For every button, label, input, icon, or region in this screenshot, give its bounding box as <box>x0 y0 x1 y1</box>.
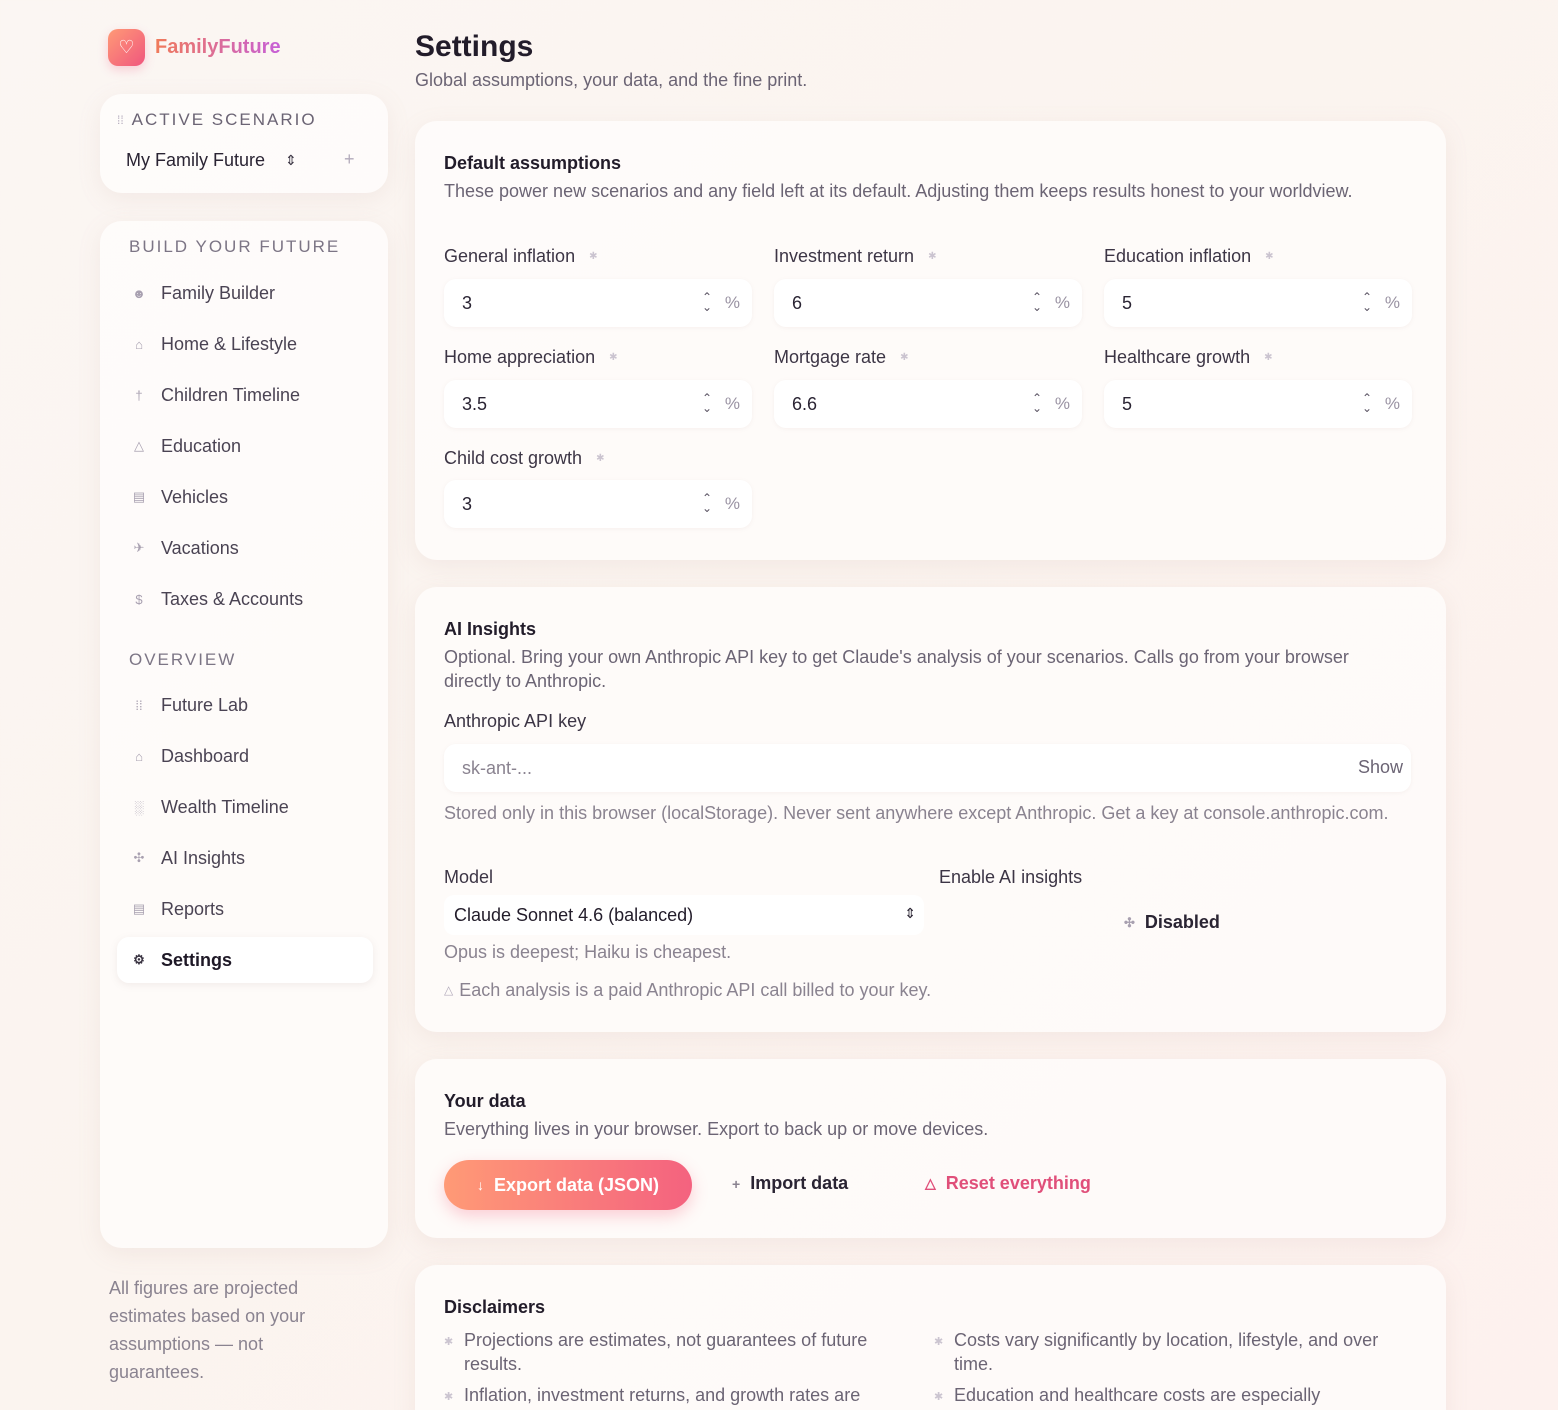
field-label-home-appreciation <box>444 347 617 368</box>
healthcare-growth-input[interactable] <box>1104 380 1412 428</box>
your-data-card <box>415 1059 1446 1238</box>
house-icon: ⌂ <box>135 748 143 764</box>
disclaimer-item <box>444 1328 914 1376</box>
info-icon[interactable]: ✱ <box>609 352 618 363</box>
reset-everything-button[interactable] <box>925 1173 1091 1194</box>
toggle-state-label: Disabled <box>1144 912 1220 932</box>
page-subtitle: Global assumptions, your data, and the fine print. <box>415 70 808 90</box>
sidebar-item-wealth-timeline[interactable] <box>117 784 373 830</box>
section-description: Optional. Bring your own Anthropic API key to get Claude's analysis of your scenarios. Calls go from your browser directly to Anthropic. <box>444 647 1349 691</box>
unit-label: % <box>1054 293 1070 312</box>
heart-icon: ♡ <box>108 29 145 66</box>
field-label-text: Investment return <box>774 246 915 266</box>
cost-warning-text: Each analysis is a paid Anthropic API call billed to your key. <box>459 980 932 1000</box>
field-label-education-inflation <box>1104 246 1274 267</box>
page-title: Settings <box>415 30 534 63</box>
input-value: 3 <box>462 493 473 514</box>
field-label-text: Model <box>444 867 494 887</box>
sparkle-icon: ✱ <box>934 1336 944 1348</box>
sidebar-item-label: Education <box>161 435 242 456</box>
scenario-label-text: ACTIVE SCENARIO <box>131 110 317 129</box>
field-label-healthcare-growth <box>1104 347 1272 368</box>
field-label-text: Education inflation <box>1104 246 1252 266</box>
field-label-mortgage-rate <box>774 347 908 368</box>
stepper-icon[interactable]: ⌃ ⌄ <box>1361 290 1372 314</box>
home-appreciation-input[interactable] <box>444 380 752 428</box>
sidebar-item-label: Taxes & Accounts <box>161 588 304 609</box>
disclaimer-text: Costs vary significantly by location, lifestyle, and over time. <box>954 1330 1379 1374</box>
plane-icon: ✈ <box>133 540 145 555</box>
unit-label: % <box>724 394 740 413</box>
unit-label: % <box>724 494 740 513</box>
mortgage-rate-input[interactable] <box>774 380 1082 428</box>
document-icon: ▤ <box>132 901 146 916</box>
chevron-updown-icon: ⇕ <box>285 152 297 168</box>
scenario-card <box>100 94 388 193</box>
field-label-general-inflation <box>444 246 597 267</box>
unit-label: % <box>1384 394 1400 413</box>
dollar-icon: $ <box>135 591 143 607</box>
warning-icon: △ <box>925 1175 936 1191</box>
sidebar-item-vehicles[interactable] <box>117 474 373 520</box>
sidebar-item-ai-insights[interactable] <box>117 835 373 881</box>
section-title: Default assumptions <box>444 153 622 173</box>
gear-icon: ⚙ <box>133 952 145 967</box>
unit-label: % <box>724 293 740 312</box>
api-key-note: Stored only in this browser (localStorage). Never sent anywhere except Anthropic. Get a key at console.anthropic.com. <box>444 803 1389 823</box>
scenario-select[interactable] <box>126 150 297 171</box>
field-label-text: General inflation <box>444 246 576 266</box>
people-icon: ☻ <box>132 285 146 301</box>
input-value: 6.6 <box>792 393 818 414</box>
sidebar-item-taxes-accounts[interactable] <box>117 576 373 622</box>
graduation-cap-icon: △ <box>134 438 144 453</box>
stepper-icon[interactable]: ⌃ ⌄ <box>701 391 712 415</box>
sidebar-item-settings[interactable] <box>117 937 373 983</box>
sidebar-item-label: Family Builder <box>161 282 276 303</box>
sidebar-item-label: AI Insights <box>161 847 246 868</box>
show-key-button[interactable]: Show <box>1357 757 1403 777</box>
model-hint: Opus is deepest; Haiku is cheapest. <box>444 942 732 962</box>
sidebar-item-label: Children Timeline <box>161 384 301 405</box>
sidebar-item-label: Dashboard <box>161 745 250 766</box>
sidebar-item-future-lab[interactable] <box>117 682 373 728</box>
sidebar-item-label: Home & Lifestyle <box>161 333 298 354</box>
info-icon[interactable]: ✱ <box>596 453 605 464</box>
section-description: These power new scenarios and any field left at its default. Adjusting them keeps results honest to your worldview. <box>444 181 1353 201</box>
investment-return-input[interactable] <box>774 279 1082 327</box>
sidebar-item-education[interactable] <box>117 423 373 469</box>
field-label-text: Anthropic API key <box>444 711 587 731</box>
disclaimer-text: Inflation, investment returns, and growth rates are <box>464 1385 861 1405</box>
button-label: Export data (JSON) <box>493 1174 660 1195</box>
input-value: 3 <box>462 292 473 313</box>
field-label-text: Child cost growth <box>444 448 583 468</box>
input-value: 3.5 <box>462 393 488 414</box>
warning-icon: △ <box>444 983 454 997</box>
disclaimer-item <box>934 1383 1404 1407</box>
field-label-child-cost-growth <box>444 448 604 469</box>
stepper-icon[interactable]: ⌃ ⌄ <box>1031 290 1042 314</box>
sidebar-item-label: Reports <box>161 898 225 919</box>
sidebar-item-children-timeline[interactable] <box>117 372 373 418</box>
section-title: Your data <box>444 1091 526 1111</box>
field-label-investment-return <box>774 246 936 267</box>
info-icon[interactable]: ✱ <box>589 251 598 262</box>
sidebar-disclaimer-note: All figures are projected estimates based on your assumptions — not guarantees. <box>109 1278 306 1382</box>
input-value: 6 <box>792 292 803 313</box>
brand[interactable] <box>108 29 281 66</box>
stepper-icon[interactable]: ⌃ ⌄ <box>1361 391 1372 415</box>
plus-icon: + <box>732 1175 741 1192</box>
education-inflation-input[interactable] <box>1104 279 1412 327</box>
model-label <box>444 867 493 888</box>
sliders-icon: ⁞⁞ <box>117 113 124 127</box>
stepper-icon[interactable]: ⌃ ⌄ <box>701 491 712 515</box>
sidebar-item-reports[interactable] <box>117 886 373 932</box>
stepper-icon[interactable]: ⌃ ⌄ <box>701 290 712 314</box>
field-label-text: Healthcare growth <box>1104 347 1251 367</box>
default-assumptions-card <box>415 121 1446 560</box>
info-icon[interactable]: ✱ <box>900 352 909 363</box>
nav-section-overview: OVERVIEW <box>129 650 237 669</box>
input-value: 5 <box>1122 292 1133 313</box>
button-label: Import data <box>750 1173 849 1193</box>
general-inflation-input[interactable] <box>444 279 752 327</box>
disclaimer-text: Projections are estimates, not guarantees of future results. <box>464 1330 868 1374</box>
sparkle-icon: ✣ <box>133 850 145 865</box>
info-icon[interactable]: ✱ <box>1265 251 1274 262</box>
button-label: Reset everything <box>945 1173 1091 1193</box>
sidebar-item-label: Wealth Timeline <box>161 796 289 817</box>
scenario-select-value: My Family Future <box>126 150 266 170</box>
ai-insights-card <box>415 587 1446 1032</box>
import-data-button[interactable] <box>732 1173 848 1194</box>
stepper-icon[interactable]: ⌃ ⌄ <box>1031 391 1042 415</box>
section-title: AI Insights <box>444 619 537 639</box>
api-key-input[interactable] <box>444 744 1411 792</box>
field-label-text: Mortgage rate <box>774 347 887 367</box>
sparkle-icon: ✱ <box>444 1391 454 1403</box>
section-title: Disclaimers <box>444 1297 546 1317</box>
scenario-label <box>117 110 317 130</box>
sparkle-icon: ✱ <box>934 1391 944 1403</box>
sidebar-item-label: Future Lab <box>161 694 249 715</box>
enable-ai-label <box>939 867 1082 888</box>
sidebar-item-label: Settings <box>161 949 233 970</box>
field-label-text: Enable AI insights <box>939 867 1083 887</box>
sidebar-item-label: Vehicles <box>161 486 229 507</box>
info-icon[interactable]: ✱ <box>928 251 937 262</box>
sparkle-icon: ✣ <box>1124 914 1135 930</box>
unit-label: % <box>1054 394 1070 413</box>
sidebar-item-vacations[interactable] <box>117 525 373 571</box>
unit-label: % <box>1384 293 1400 312</box>
api-key-placeholder: sk-ant-... <box>462 757 533 778</box>
sidebar-item-dashboard[interactable] <box>117 733 373 779</box>
child-icon: † <box>135 387 143 403</box>
input-value: 5 <box>1122 393 1133 414</box>
cost-warning <box>444 978 1404 1002</box>
sidebar-item-home-lifestyle[interactable] <box>117 321 373 367</box>
sidebar-item-label: Vacations <box>161 537 239 558</box>
disclaimers-card <box>415 1265 1446 1410</box>
api-key-label <box>444 711 586 732</box>
car-icon: ▤ <box>132 489 146 504</box>
model-select-value: Claude Sonnet 4.6 (balanced) <box>454 904 694 925</box>
field-label-text: Home appreciation <box>444 347 596 367</box>
sidebar-item-family-builder[interactable] <box>117 270 373 316</box>
export-data-button[interactable] <box>444 1160 692 1210</box>
disclaimer-item <box>444 1383 914 1407</box>
chevron-updown-icon: ⇕ <box>904 905 916 921</box>
home-icon: ⌂ <box>135 336 143 352</box>
child-cost-growth-input[interactable] <box>444 480 752 528</box>
model-select[interactable] <box>444 895 924 935</box>
disclaimer-text: Education and healthcare costs are especially <box>954 1385 1321 1405</box>
info-icon[interactable]: ✱ <box>1264 352 1273 363</box>
nav-section-build: BUILD YOUR FUTURE <box>129 237 341 256</box>
sidebar-nav <box>100 221 388 1248</box>
brand-name: FamilyFuture <box>155 36 281 58</box>
enable-ai-toggle[interactable] <box>1124 912 1220 933</box>
sliders-icon: ⁞⁞ <box>135 697 143 713</box>
disclaimer-item <box>934 1328 1404 1376</box>
download-icon: ↓ <box>476 1177 484 1193</box>
sparkle-icon: ✱ <box>444 1336 454 1348</box>
add-scenario-button[interactable]: + <box>344 149 355 169</box>
bar-chart-icon: ░ <box>134 799 144 815</box>
section-description: Everything lives in your browser. Export to back up or move devices. <box>444 1119 989 1139</box>
